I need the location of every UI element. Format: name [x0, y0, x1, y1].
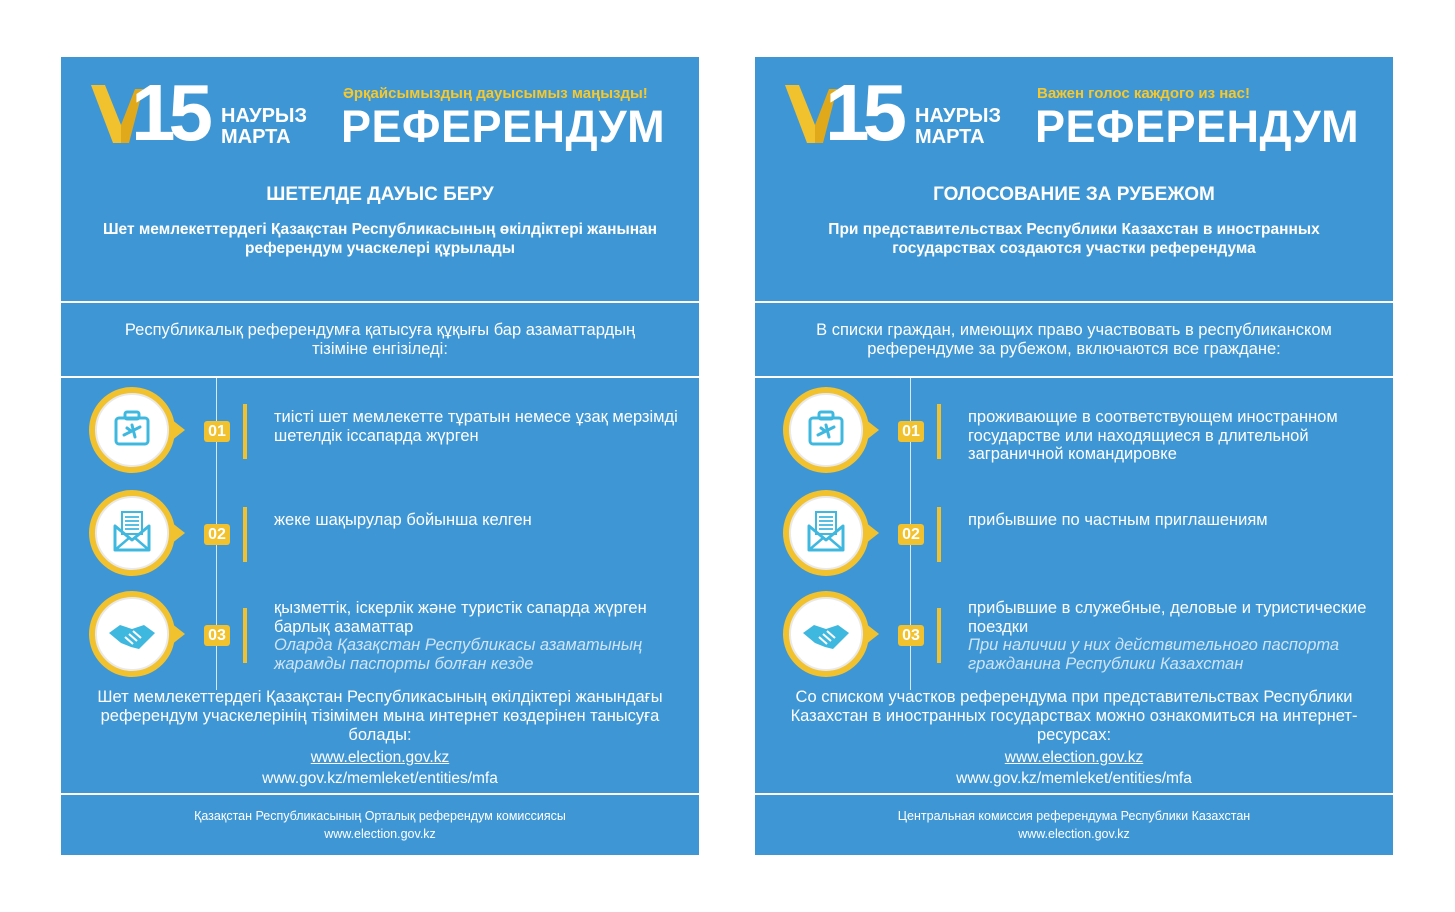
step-badge: 03 [898, 625, 924, 646]
commission-site: www.election.gov.kz [1018, 827, 1130, 841]
step-text [968, 511, 1378, 530]
step-1 [755, 380, 1393, 480]
commission-name: Қазақстан Республикасының Орталық референдум комиссиясы [194, 809, 566, 823]
step-accent-bar [243, 608, 247, 663]
step-accent-bar [243, 404, 247, 459]
election-link[interactable]: www.election.gov.kz [310, 749, 450, 766]
step-accent-bar [937, 507, 941, 562]
mfa-link[interactable]: www.gov.kz/memleket/entities/mfa [956, 770, 1192, 787]
logo-number: 15 [131, 68, 206, 157]
step-main-text: прибывшие в служебные, деловые и туристические поездки [968, 599, 1367, 636]
step-badge: 02 [898, 524, 924, 545]
step-badge: 03 [204, 625, 230, 646]
step-text [968, 599, 1378, 673]
footer-text: Шет мемлекеттердегі Қазақстан Республикасының өкілдіктері жанындағы референдум учаскелерінің тізімімен мына интернет көздерінен танысуға болады: [97, 688, 663, 744]
step-accent-bar [937, 404, 941, 459]
step-badge: 01 [898, 421, 924, 442]
logo-number: 15 [825, 68, 900, 157]
step-badge: 02 [204, 524, 230, 545]
date-word-month-ru: МАРТА [221, 126, 291, 148]
poster-kazakh [61, 57, 699, 855]
commission-site: www.election.gov.kz [324, 827, 436, 841]
commission-name: Центральная комиссия референдума Республики Казахстан [897, 809, 1251, 823]
step-badge: 01 [204, 421, 230, 442]
step-note: При наличии у них действительного паспорта гражданина Республики Казахстан [968, 636, 1340, 673]
eligibility-text: В списки граждан, имеющих право участвовать в республиканском референдуме за рубежом, включаются все граждане: [816, 321, 1332, 358]
step-3 [755, 584, 1393, 684]
step-text [274, 408, 684, 445]
section-title: ГОЛОСОВАНИЕ ЗА РУБЕЖОМ [933, 184, 1215, 205]
date-word-month-ru: МАРТА [915, 126, 985, 148]
referendum-title: РЕФЕРЕНДУМ [341, 101, 666, 152]
poster-header [755, 57, 1393, 301]
envelope-letter-icon [87, 488, 177, 578]
bottom-band [61, 793, 699, 855]
step-text [274, 599, 684, 673]
envelope-letter-icon [781, 488, 871, 578]
eligibility-band [755, 301, 1393, 378]
bottom-band [755, 793, 1393, 855]
step-note: Оларда Қазақстан Республикасы азаматының жарамды паспорты болған кезде [274, 636, 643, 673]
step-text [968, 408, 1378, 464]
step-main-text: тиісті шет мемлекетте тұратын немесе ұзақ мерзімді шетелдік іссапарда жүрген [274, 408, 678, 445]
step-main-text: проживающие в соответствующем иностранном государстве или находящиеся в длительной заграничной командировке [968, 408, 1338, 463]
mfa-link[interactable]: www.gov.kz/memleket/entities/mfa [262, 770, 498, 787]
poster-header [61, 57, 699, 301]
handshake-icon [781, 589, 871, 679]
date-word-month-kz: НАУРЫЗ [221, 105, 308, 127]
step-1 [61, 380, 699, 480]
poster-russian [755, 57, 1393, 855]
eligibility-text: Республикалық референдумға қатысуға құқығы бар азаматтардың тізіміне енгізіледі: [124, 321, 636, 358]
step-accent-bar [937, 608, 941, 663]
suitcase-plane-icon [87, 385, 177, 475]
section-subtitle: При представительствах Республики Казахстан в иностранных государствах создаются участки референдума [828, 221, 1320, 257]
step-main-text: прибывшие по частным приглашениям [968, 511, 1268, 529]
section-subtitle: Шет мемлекеттердегі Қазақстан Республикасының өкілдіктері жанынан референдум учаскелері құрылады [102, 221, 658, 257]
step-main-text: жеке шақырулар бойынша келген [274, 511, 532, 529]
handshake-icon [87, 589, 177, 679]
eligibility-band [61, 301, 699, 378]
footer-text: Со списком участков референдума при представительствах Республики Казахстан в иностранных государствах можно ознакомиться на интернет-ресурсах: [790, 688, 1358, 744]
slogan: Важен голос каждого из нас! [1037, 85, 1250, 102]
step-main-text: қызметтік, іскерлік және туристік сапарда жүрген барлық азаматтар [274, 599, 647, 636]
step-accent-bar [243, 507, 247, 562]
date-word-month-kz: НАУРЫЗ [915, 105, 1002, 127]
step-text [274, 511, 684, 530]
referendum-title: РЕФЕРЕНДУМ [1035, 101, 1360, 152]
step-3 [61, 584, 699, 684]
slogan: Әрқайсымыздың дауысымыз маңызды! [343, 85, 648, 102]
step-2 [61, 483, 699, 583]
suitcase-plane-icon [781, 385, 871, 475]
section-title: ШЕТЕЛДЕ ДАУЫС БЕРУ [266, 184, 494, 205]
step-2 [755, 483, 1393, 583]
election-link[interactable]: www.election.gov.kz [1004, 749, 1144, 766]
